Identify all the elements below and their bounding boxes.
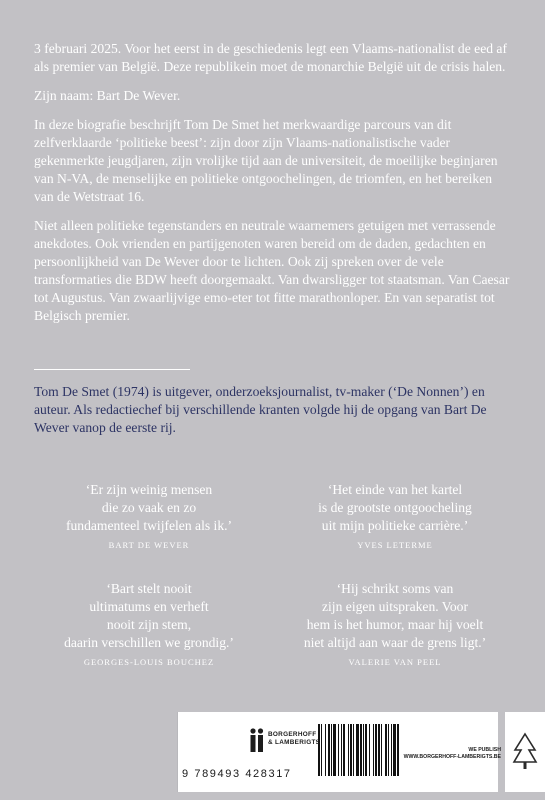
quote-line: ultimatums en verheft <box>89 599 209 614</box>
quote-line: niet altijd aan waar de grens ligt.’ <box>303 635 487 650</box>
isbn-number: 9 789493 428317 <box>182 768 292 780</box>
quote-line: ‘Er zijn weinig mensen <box>85 482 213 497</box>
barcode-bar <box>378 724 380 776</box>
quote-line: zijn eigen uitspraken. Voor <box>322 599 468 614</box>
blurb-paragraph: Niet alleen politieke tegenstanders en neutrale waarnemers getuigen met verrassende anekdotes. Ook vrienden en partijgenoten waren bereid om de daden, gedachten en persoonlijkheid van De Wever door te lichten. Ook zij spreken over de vele transformaties die BDW heeft doorgemaakt. Van dwarsligger tot staatsman. Van Caesar tot Augustus. Van zwaarlijvige emo-eter tot fitte marathonloper. En van separatist tot Belgisch premier. <box>34 218 510 323</box>
quote-block <box>34 580 264 667</box>
fsc-tree-icon <box>512 732 538 772</box>
author-bio <box>34 383 514 437</box>
barcode-bar <box>373 724 374 776</box>
quote-text <box>34 580 264 652</box>
publisher-mark-icon <box>248 727 266 755</box>
quote-attribution: GEORGES-LOUIS BOUCHEZ <box>83 657 215 667</box>
blurb-paragraph: In deze biografie beschrijft Tom De Smet het merkwaardige parcours van dit zelfverklaarde ‘politieke beest’: zijn door zijn Vlaams-nationalistische vader gekenmerkte jeugdjaren, zijn vrolijke tijd aan de universiteit, de moeilijke beginjaren van N-VA, de menselijke en politieke ontgoochelingen, de triomfen, en het bereiken van de Wetstraat 16. <box>34 117 498 204</box>
publisher-logo <box>248 727 368 755</box>
publisher-name-line: & LAMBERIGTS <box>268 739 321 746</box>
quote-line: ‘Hij schrikt soms van <box>336 581 454 596</box>
divider <box>34 369 190 370</box>
blurb-paragraph: Zijn naam: Bart De Wever. <box>34 88 181 103</box>
blurb <box>34 40 514 336</box>
publisher-website <box>386 747 501 761</box>
quote-text <box>280 481 510 535</box>
quote-text <box>34 481 264 535</box>
quote-text <box>280 580 510 652</box>
quote-block <box>280 481 510 550</box>
quote-attribution: VALERIE VAN PEEL <box>348 657 442 667</box>
author-bio-text: Tom De Smet (1974) is uitgever, onderzoeksjournalist, tv-maker (‘De Nonnen’) en auteur. Als redactiechef bij verschillende kranten volgde hij de opgang van Bart De Wever vanop de eerste rij. <box>34 384 487 435</box>
quote-attribution: BART DE WEVER <box>108 540 190 550</box>
blurb-paragraph: 3 februari 2025. Voor het eerst in de geschiedenis legt een Vlaams-nationalist de eed af als premier van België. Deze republikein moet de monarchie België uit de crisis halen. <box>34 41 507 74</box>
quote-attribution: YVES LETERME <box>357 540 433 550</box>
publisher-tagline: WE PUBLISH <box>468 747 501 753</box>
quote-line: hem is het humor, maar hij voelt <box>306 617 484 632</box>
fsc-label <box>505 712 545 792</box>
quote-line: die zo vaak en zo <box>101 500 197 515</box>
publisher-name <box>268 731 320 747</box>
publisher-name-line: BORGERHOFF <box>268 731 317 738</box>
quote-line: uit mijn politieke carrière.’ <box>321 518 469 533</box>
quote-line: is de grootste ontgoocheling <box>318 500 472 515</box>
barcode-bar <box>369 724 370 776</box>
quote-line: daarin verschillen we grondig.’ <box>64 635 234 650</box>
barcode-bar <box>375 724 377 776</box>
quote-block <box>34 481 264 550</box>
barcode-bar <box>381 724 382 776</box>
quote-line: nooit zijn stem, <box>106 617 192 632</box>
quote-line: fundamenteel twijfelen als ik.’ <box>65 518 233 533</box>
quote-line: ‘Bart stelt nooit <box>106 581 192 596</box>
quote-line: ‘Het einde van het kartel <box>327 482 463 497</box>
quote-block <box>280 580 510 667</box>
publisher-url: WWW.BORGERHOFF-LAMBERIGTS.BE <box>403 754 501 760</box>
